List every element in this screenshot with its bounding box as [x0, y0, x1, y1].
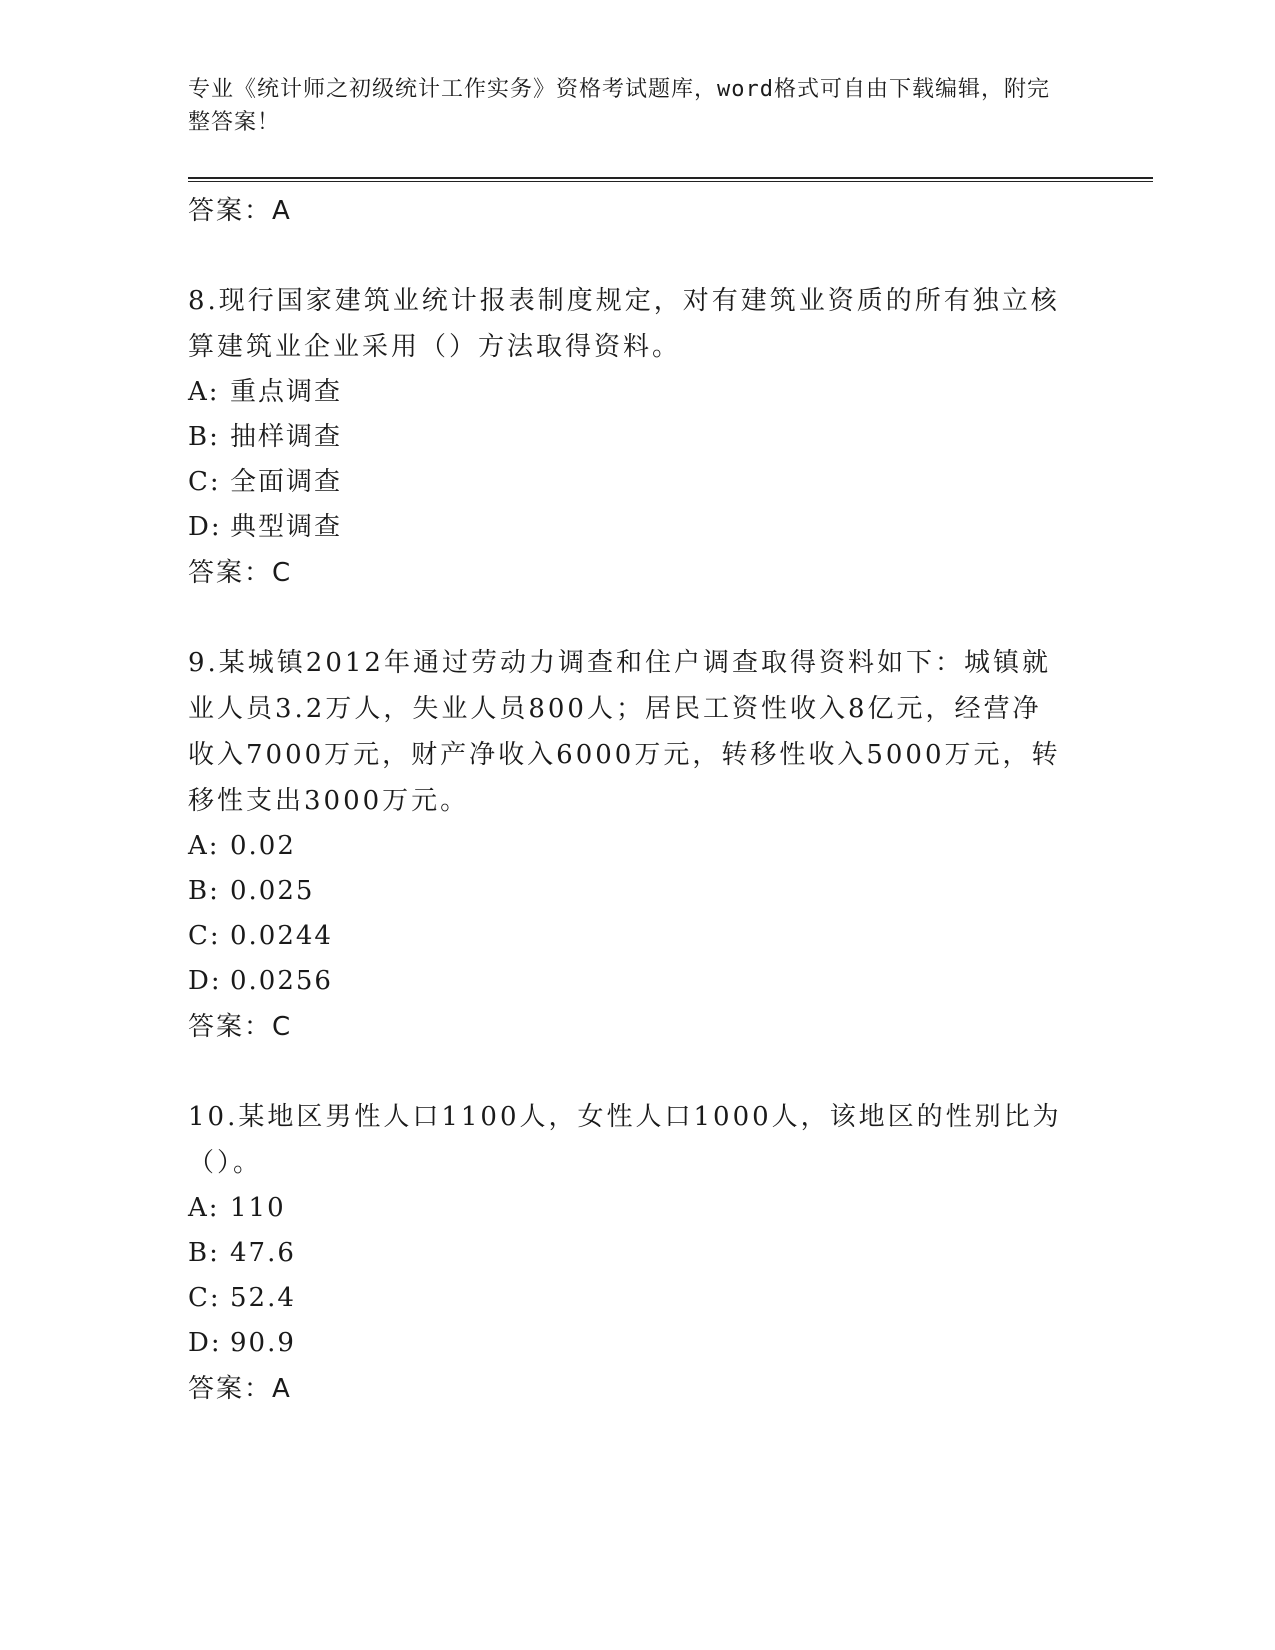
question-10 [188, 1094, 1088, 1412]
option-letter: C: [188, 1283, 221, 1313]
option-d [188, 959, 1088, 1004]
question-list [188, 188, 1088, 1412]
previous-answer: 答案：A [188, 196, 292, 226]
option-b [188, 1231, 1088, 1276]
option-a [188, 370, 1088, 415]
option-text: 0.02 [230, 831, 296, 861]
option-letter: B: [188, 876, 220, 906]
option-letter: A: [188, 831, 220, 861]
option-text: 重点调查 [230, 377, 343, 407]
option-letter: D: [188, 966, 222, 996]
option-letter: D: [188, 1328, 222, 1358]
option-letter: A: [188, 377, 220, 407]
option-text: 0.025 [230, 876, 315, 906]
option-text: 0.0256 [230, 966, 333, 996]
option-text: 90.9 [230, 1328, 296, 1358]
header-divider [188, 177, 1153, 182]
option-c [188, 1276, 1088, 1321]
answer-line: 答案：C [188, 1012, 293, 1042]
option-d [188, 505, 1088, 550]
option-a [188, 1186, 1088, 1231]
document-header: 专业《统计师之初级统计工作实务》资格考试题库，word格式可自由下载编辑，附完整答案！ [188, 77, 1050, 135]
option-b [188, 415, 1088, 460]
option-c [188, 460, 1088, 505]
option-text: 110 [230, 1193, 286, 1223]
question-stem: 10.某地区男性人口1100人，女性人口1000人，该地区的性别比为（）。 [188, 1102, 1062, 1178]
option-text: 抽样调查 [230, 422, 343, 452]
answer-line: 答案：A [188, 1374, 292, 1404]
option-text: 0.0244 [230, 921, 333, 951]
option-letter: C: [188, 467, 221, 497]
option-letter: B: [188, 422, 220, 452]
question-stem: 9.某城镇2012年通过劳动力调查和住户调查取得资料如下：城镇就业人员3.2万人，失业人员800人；居民工资性收入8亿元，经营净收入7000万元，财产净收入6000万元，转移性收入5000万元，转移性支出3000万元。 [188, 648, 1061, 816]
question-8 [188, 278, 1088, 596]
option-letter: D: [188, 512, 222, 542]
option-d [188, 1321, 1088, 1366]
option-a [188, 824, 1088, 869]
option-text: 典型调查 [230, 512, 343, 542]
option-letter: C: [188, 921, 221, 951]
option-text: 全面调查 [230, 467, 343, 497]
option-text: 47.6 [230, 1238, 296, 1268]
question-9 [188, 640, 1088, 1050]
option-letter: B: [188, 1238, 220, 1268]
option-b [188, 869, 1088, 914]
question-stem: 8.现行国家建筑业统计报表制度规定，对有建筑业资质的所有独立核算建筑业企业采用（）方法取得资料。 [188, 286, 1060, 362]
option-c [188, 914, 1088, 959]
answer-line: 答案：C [188, 558, 293, 588]
option-text: 52.4 [230, 1283, 296, 1313]
option-letter: A: [188, 1193, 220, 1223]
